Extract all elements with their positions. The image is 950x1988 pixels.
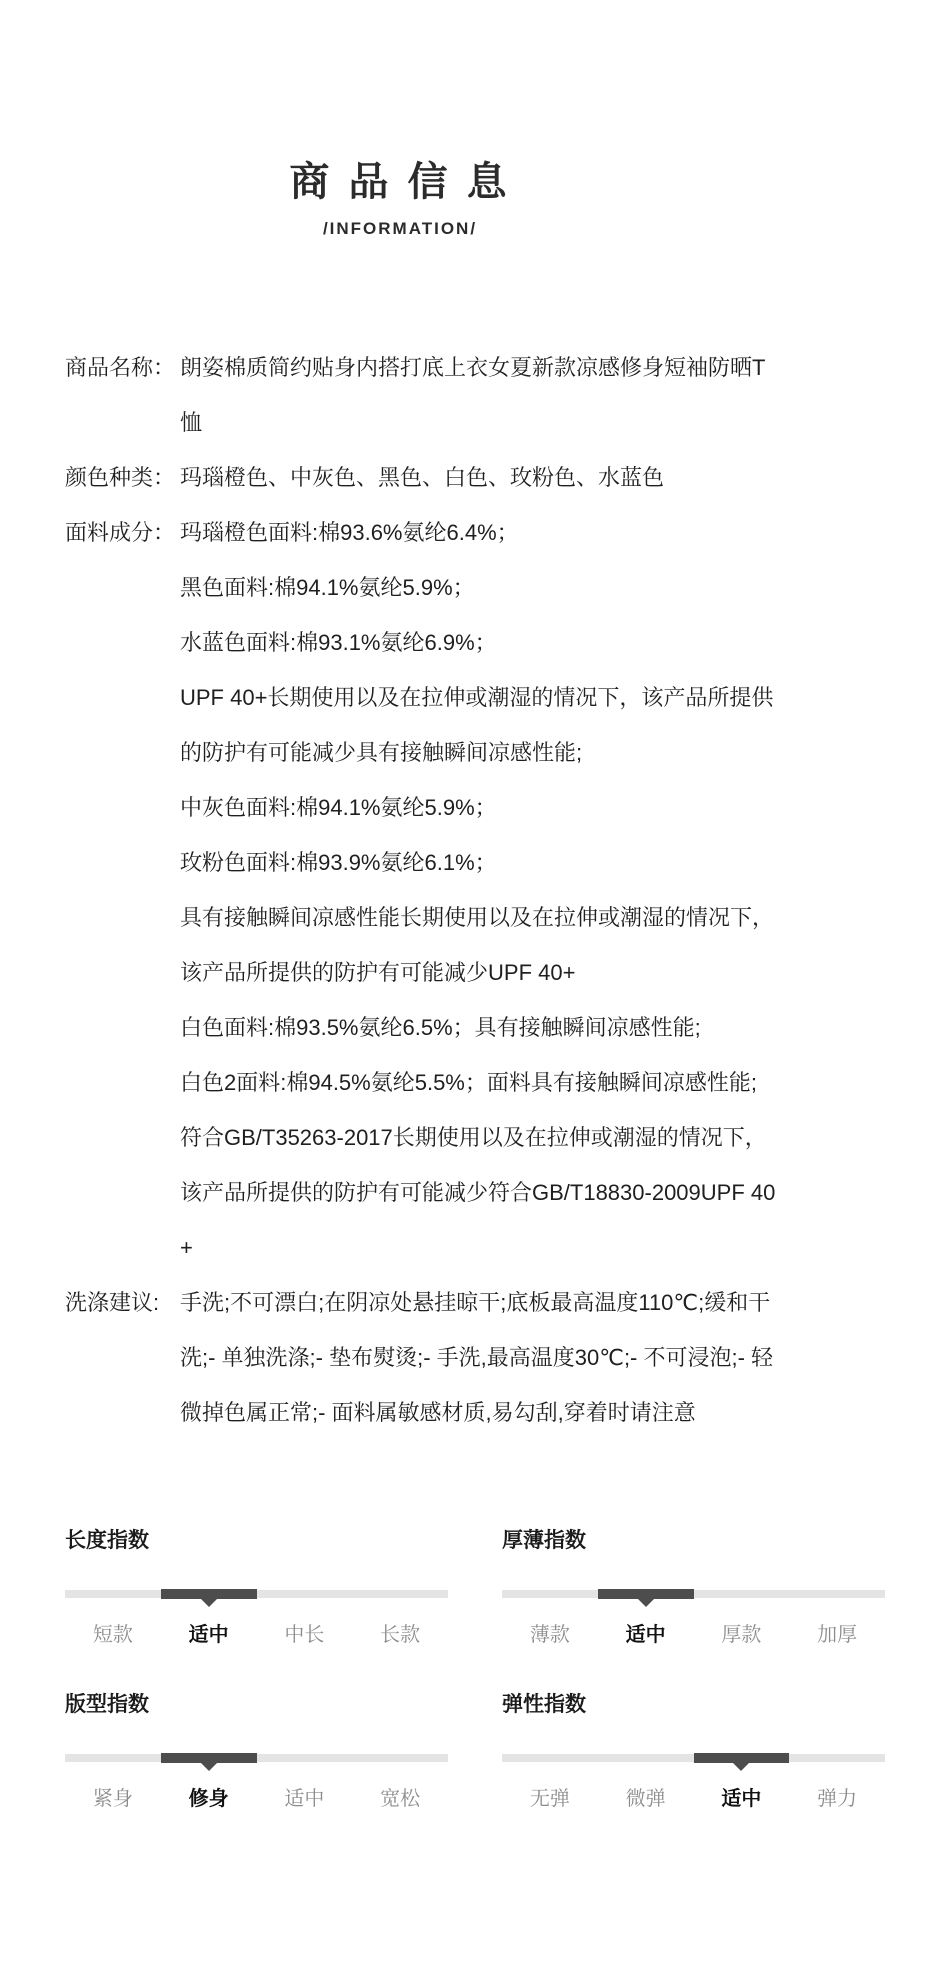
index-block [502, 1692, 885, 1813]
index-option-active[interactable]: 适中 [625, 1624, 666, 1646]
index-option[interactable]: 厚款 [721, 1624, 762, 1646]
spec-line: 黑色面料:棉94.1%氨纶5.9%； [180, 575, 475, 600]
index-title: 长度指数 [65, 1529, 149, 1552]
slider-track [65, 1590, 448, 1598]
index-option-active[interactable]: 适中 [721, 1788, 762, 1810]
index-slider[interactable] [502, 1590, 885, 1607]
index-labels [65, 1785, 448, 1813]
index-option[interactable]: 适中 [284, 1788, 325, 1810]
spec-line: 中灰色面料:棉94.1%氨纶5.9%； [180, 795, 497, 820]
spec-line: 玛瑙橙色面料:棉93.6%氨纶6.4%； [180, 520, 519, 545]
spec-line: 朗姿棉质简约贴身内搭打底上衣女夏新款凉感修身短袖防晒T [180, 355, 766, 380]
slider-pointer-icon [637, 1598, 655, 1607]
index-option[interactable]: 薄款 [529, 1624, 570, 1646]
page-title: 商 品 信 息 [289, 160, 511, 204]
spec-row [65, 340, 885, 450]
index-title: 厚薄指数 [502, 1529, 586, 1552]
index-option[interactable]: 加厚 [817, 1624, 858, 1646]
spec-line: 具有接触瞬间凉感性能长期使用以及在拉伸或潮湿的情况下， [180, 905, 775, 930]
spec-line: UPF 40+长期使用以及在拉伸或潮湿的情况下，该产品所提供 [180, 685, 774, 710]
spec-line: 微掉色属正常;- 面料属敏感材质,易勾刮,穿着时请注意 [180, 1400, 696, 1425]
spec-line: 该产品所提供的防护有可能减少UPF 40+ [180, 960, 576, 985]
spec-value [180, 505, 885, 1275]
index-option[interactable]: 宽松 [380, 1788, 421, 1810]
index-option[interactable]: 弹力 [817, 1788, 858, 1810]
index-block [65, 1692, 448, 1813]
spec-line: 玛瑙橙色、中灰色、黑色、白色、玫粉色、水蓝色 [180, 465, 665, 490]
index-option[interactable]: 中长 [284, 1624, 325, 1646]
spec-label: 面料成分： [65, 520, 176, 545]
index-labels [502, 1621, 885, 1649]
spec-label: 颜色种类： [65, 465, 176, 490]
spec-line: + [180, 1235, 193, 1260]
index-option[interactable]: 紧身 [92, 1788, 133, 1810]
spec-row [65, 450, 885, 505]
spec-value [180, 450, 885, 505]
spec-line: 洗;- 单独洗涤;- 垫布熨烫;- 手洗,最高温度30℃;- 不可浸泡;- 轻 [180, 1345, 774, 1370]
index-option-active[interactable]: 适中 [188, 1624, 229, 1646]
index-option[interactable]: 无弹 [529, 1788, 570, 1810]
page-subtitle: /INFORMATION/ [322, 219, 478, 238]
index-option[interactable]: 微弹 [625, 1788, 666, 1810]
spec-label: 商品名称： [65, 355, 176, 380]
slider-pointer-icon [200, 1598, 218, 1607]
slider-pointer-icon [200, 1762, 218, 1771]
index-block [65, 1528, 448, 1649]
spec-line: 的防护有可能减少具有接触瞬间凉感性能; [180, 740, 583, 765]
spec-list [65, 340, 885, 1440]
index-slider[interactable] [65, 1590, 448, 1607]
spec-line: 白色2面料:棉94.5%氨纶5.5%；面料具有接触瞬间凉感性能; [180, 1070, 757, 1095]
page-header [0, 158, 800, 240]
spec-value [180, 1275, 885, 1440]
spec-line: 手洗;不可漂白;在阴凉处悬挂晾干;底板最高温度110℃;缓和干 [180, 1290, 771, 1315]
index-title: 版型指数 [65, 1693, 149, 1716]
spec-line: 玫粉色面料:棉93.9%氨纶6.1%； [180, 850, 497, 875]
index-labels [502, 1785, 885, 1813]
spec-value [180, 340, 885, 450]
spec-line: 水蓝色面料:棉93.1%氨纶6.9%； [180, 630, 497, 655]
spec-label: 洗涤建议: [65, 1290, 160, 1315]
index-labels [65, 1621, 448, 1649]
index-option[interactable]: 短款 [92, 1624, 133, 1646]
spec-line: 符合GB/T35263-2017长期使用以及在拉伸或潮湿的情况下， [180, 1125, 767, 1150]
slider-track [65, 1754, 448, 1762]
spec-line: 白色面料:棉93.5%氨纶6.5%；具有接触瞬间凉感性能; [180, 1015, 701, 1040]
spec-row [65, 505, 885, 1275]
index-slider[interactable] [502, 1754, 885, 1771]
index-grid [65, 1528, 885, 1813]
index-block [502, 1528, 885, 1649]
index-slider[interactable] [65, 1754, 448, 1771]
slider-pointer-icon [732, 1762, 750, 1771]
spec-line: 该产品所提供的防护有可能减少符合GB/T18830-2009UPF 40 [180, 1180, 776, 1205]
index-option-active[interactable]: 修身 [188, 1788, 229, 1810]
spec-line: 恤 [180, 410, 203, 435]
index-option[interactable]: 长款 [380, 1624, 421, 1646]
spec-row [65, 1275, 885, 1440]
slider-track [502, 1590, 885, 1598]
index-title: 弹性指数 [502, 1693, 586, 1716]
